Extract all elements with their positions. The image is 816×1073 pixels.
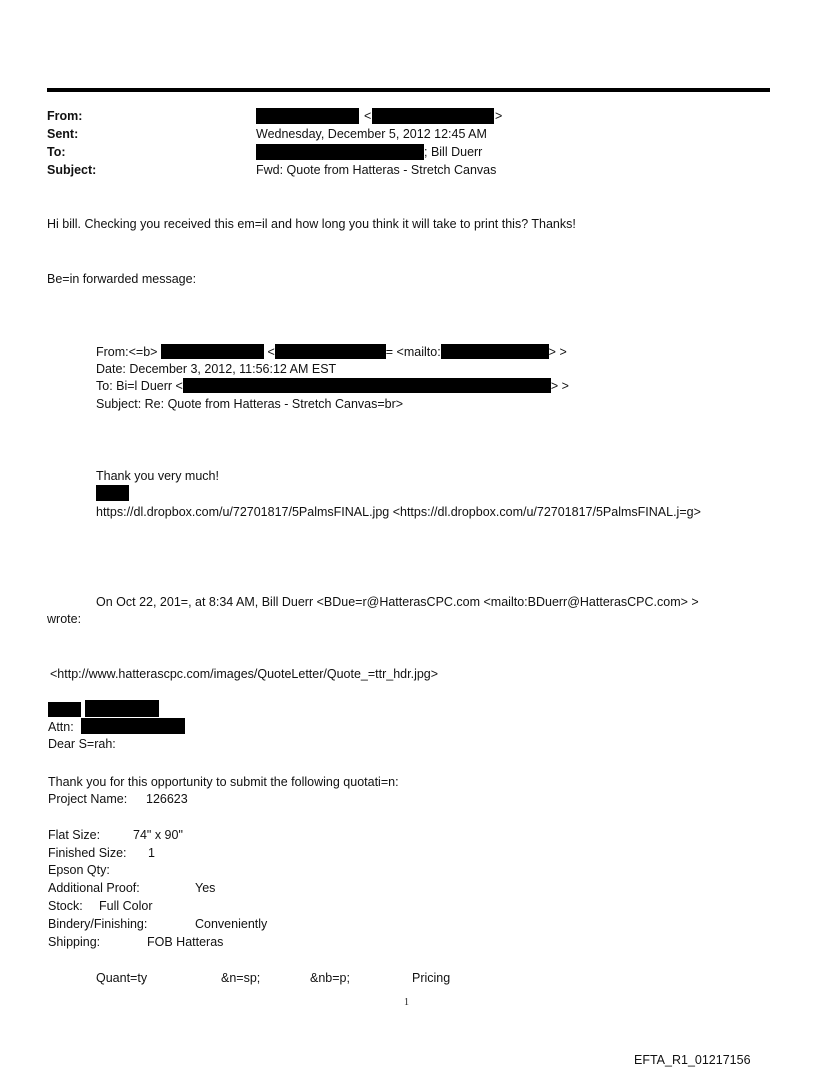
flat-size-value: 74" x 90" [133,828,183,842]
fwd-to-line [96,378,569,394]
redaction-bar [85,700,159,717]
header-rule [47,88,770,92]
body-line-1: Hi bill. Checking you received this em=il and how long you think it will take to print this? Thanks! [47,217,576,231]
stock-label: Stock: [48,899,83,913]
body-line-2: Be=in forwarded message: [47,272,197,286]
finished-size-value: 1 [148,846,155,860]
additional-proof-value: Yes [195,881,216,895]
to-label: To: [47,145,66,159]
fwd-from-lt: < [267,345,275,359]
fwd-thanks: Thank you very much! [96,469,219,483]
wrote-line-1: On Oct 22, 201=, at 8:34 AM, Bill Duerr <BDue=r@HatterasCPC.com <mailto:BDuerr@HatterasCPC.com> > [96,595,699,609]
pricing-col-pricing: Pricing [412,971,451,985]
wrote-line-2: wrote: [47,612,82,626]
redaction-bar [183,378,551,393]
shipping-value: FOB Hatteras [147,935,224,949]
from-gt: > [495,109,503,123]
epson-qty-label: Epson Qty: [48,863,110,877]
redaction-bar [256,108,359,124]
bindery-value: Conveniently [195,917,268,931]
redaction-bar [275,344,386,359]
page-number: 1 [404,997,409,1008]
attn-label: Attn: [48,720,74,734]
sent-label: Sent: [47,127,79,141]
redaction-bar [81,718,185,734]
redaction-bar [441,344,549,359]
fwd-from-mid: = <mailto: [385,345,441,359]
quote-intro: Thank you for this opportunity to submit the following quotati=n: [48,775,399,789]
dear-line: Dear S=rah: [48,737,116,751]
redaction-bar [48,702,81,717]
to-value: ; Bill Duerr [424,145,483,159]
from-lt: < [364,109,372,123]
fwd-from-end: > > [548,345,567,359]
redaction-bar [96,485,129,501]
dropbox-link[interactable]: https://dl.dropbox.com/u/72701817/5PalmsFINAL.jpg <https://dl.dropbox.com/u/72701817/5PalmsFINAL.j=g> [96,505,701,519]
project-label: Project Name: [48,792,128,806]
fwd-date: Date: December 3, 2012, 11:56:12 AM EST [96,362,337,376]
pricing-col-quantity: Quant=ty [96,971,148,985]
stock-value: Full Color [99,899,153,913]
shipping-label: Shipping: [48,935,101,949]
from-label: From: [47,109,83,123]
bindery-label: Bindery/Finishing: [48,917,148,931]
pricing-col-nbsp-1: &n=sp; [221,971,261,985]
redaction-bar [372,108,494,124]
document-id: EFTA_R1_01217156 [634,1053,751,1067]
subject-value: Fwd: Quote from Hatteras - Stretch Canvas [256,163,497,177]
finished-size-label: Finished Size: [48,846,127,860]
flat-size-label: Flat Size: [48,828,101,842]
pricing-col-nbsp-2: &nb=p; [310,971,350,985]
fwd-from-line [96,344,567,360]
quote-image-url[interactable]: <http://www.hatterascpc.com/images/QuoteLetter/Quote_=ttr_hdr.jpg> [50,667,439,681]
redaction-bar [256,144,424,160]
fwd-to-prefix: To: Bi=l Duerr < [96,379,183,393]
fwd-to-end: > > [550,379,569,393]
project-value: 126623 [146,792,188,806]
fwd-from-prefix: From:<=b> [96,345,158,359]
redaction-bar [161,344,264,359]
subject-label: Subject: [47,163,97,177]
additional-proof-label: Additional Proof: [48,881,140,895]
sent-value: Wednesday, December 5, 2012 12:45 AM [256,127,487,141]
fwd-subject: Subject: Re: Quote from Hatteras - Stretch Canvas=br> [96,397,404,411]
attn-line [48,719,74,735]
